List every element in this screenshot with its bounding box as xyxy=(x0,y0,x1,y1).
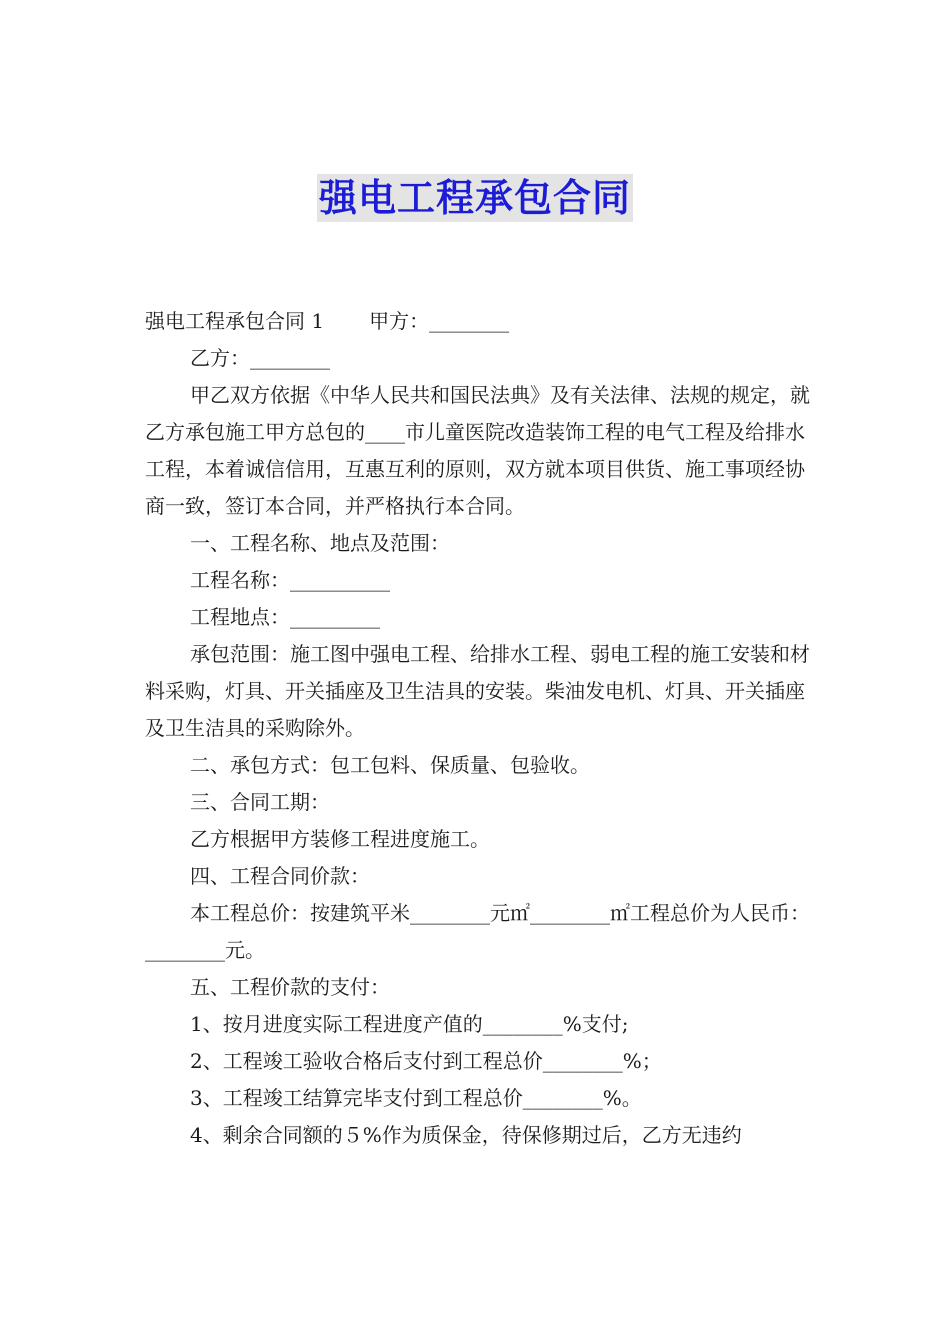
payment-item-1: 1、按月进度实际工程进度产值的________%支付; xyxy=(190,1012,629,1036)
document-title: 强电工程承包合同 xyxy=(318,176,631,220)
price-paragraph: 本工程总价：按建筑平米________元㎡________㎡工程总价为人民币：________元。 xyxy=(145,901,810,962)
contract-number: 强电工程承包合同 1 xyxy=(145,309,325,333)
section-1-heading: 一、工程名称、地点及范围： xyxy=(190,531,450,555)
project-location-field: 工程地点：_________ xyxy=(190,605,380,629)
section-2-heading: 二、承包方式：包工包料、保质量、包验收。 xyxy=(190,753,590,777)
section-5-heading: 五、工程价款的支付： xyxy=(190,975,390,999)
title-block xyxy=(0,174,950,222)
section-4-heading: 四、工程合同价款： xyxy=(190,864,370,888)
payment-item-4: 4、剩余合同额的５%作为质保金，待保修期过后，乙方无违约 xyxy=(190,1123,742,1147)
project-name-field: 工程名称：__________ xyxy=(190,568,390,592)
payment-item-2: 2、工程竣工验收合格后支付到工程总价________%； xyxy=(190,1049,662,1073)
section-3-heading: 三、合同工期： xyxy=(190,790,330,814)
schedule-paragraph: 乙方根据甲方装修工程进度施工。 xyxy=(190,827,490,851)
contract-body xyxy=(145,303,810,1154)
party-a-field: 甲方：________ xyxy=(369,309,510,333)
preamble-paragraph: 甲乙双方依据《中华人民共和国民法典》及有关法律、法规的规定，就乙方承包施工甲方总包的____市儿童医院改造装饰工程的电气工程及给排水工程，本着诚信信用，互惠互利的原则，双方就本项目供货、施工事项经协商一致，签订本合同，并严格执行本合同。 xyxy=(145,383,810,518)
payment-item-3: 3、工程竣工结算完毕支付到工程总价________%。 xyxy=(190,1086,642,1110)
scope-paragraph: 承包范围：施工图中强电工程、给排水工程、弱电工程的施工安装和材料采购，灯具、开关插座及卫生洁具的安装。柴油发电机、灯具、开关插座及卫生洁具的采购除外。 xyxy=(145,642,810,740)
header-line xyxy=(145,303,810,340)
party-b-field: 乙方：________ xyxy=(190,346,330,370)
